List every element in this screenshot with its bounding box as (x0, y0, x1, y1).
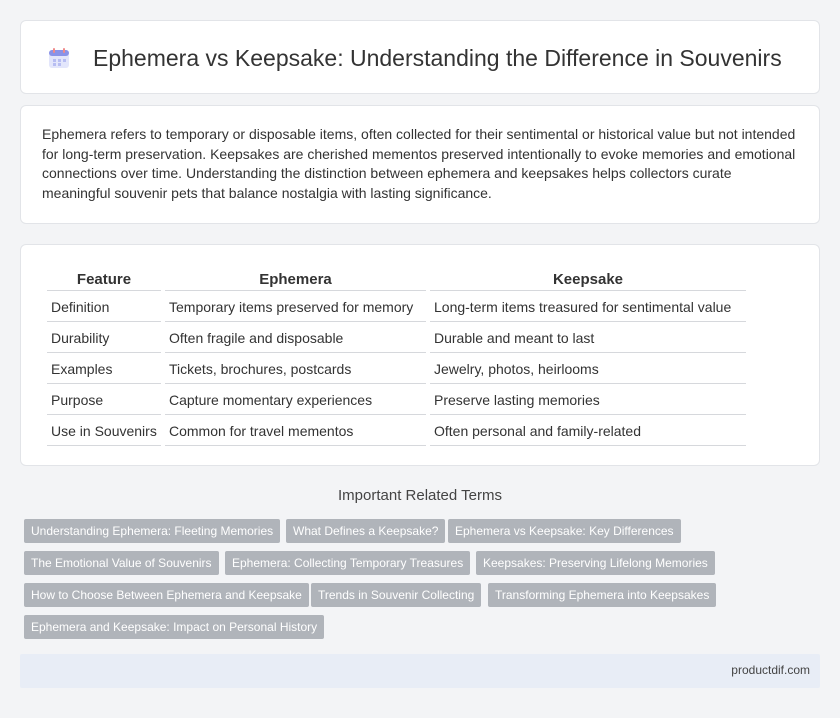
table-cell: Common for travel mementos (165, 417, 426, 446)
table-cell: Use in Souvenirs (47, 417, 161, 446)
footer (20, 654, 820, 688)
table-cell: Jewelry, photos, heirlooms (430, 355, 746, 384)
comparison-table (43, 265, 750, 448)
table-header-row (47, 267, 746, 291)
header-feature: Feature (47, 267, 161, 291)
related-term-tag[interactable]: What Defines a Keepsake? (286, 519, 445, 543)
table-cell: Definition (47, 293, 161, 322)
table-cell: Often personal and family-related (430, 417, 746, 446)
table-row (47, 386, 746, 415)
table-row (47, 293, 746, 322)
header-card (20, 20, 820, 94)
page-title: Ephemera vs Keepsake: Understanding the Difference in Souvenirs (93, 45, 782, 71)
related-term-tag[interactable]: Keepsakes: Preserving Lifelong Memories (476, 551, 715, 575)
intro-card (20, 105, 820, 224)
related-term-tag[interactable]: Transforming Ephemera into Keepsakes (488, 583, 716, 607)
header-keepsake: Keepsake (430, 267, 746, 291)
table-cell: Long-term items treasured for sentimental value (430, 293, 746, 322)
table-row (47, 355, 746, 384)
footer-site-link[interactable]: productdif.com (731, 663, 810, 677)
related-term-tag[interactable]: The Emotional Value of Souvenirs (24, 551, 219, 575)
table-cell: Tickets, brochures, postcards (165, 355, 426, 384)
related-term-tag[interactable]: Trends in Souvenir Collecting (311, 583, 481, 607)
related-term-tag[interactable]: How to Choose Between Ephemera and Keepsake (24, 583, 309, 607)
table-cell: Purpose (47, 386, 161, 415)
table-row (47, 417, 746, 446)
related-term-tag[interactable]: Understanding Ephemera: Fleeting Memories (24, 519, 280, 543)
comparison-table-card (20, 244, 820, 466)
related-term-tag[interactable]: Ephemera vs Keepsake: Key Differences (448, 519, 681, 543)
header-ephemera: Ephemera (165, 267, 426, 291)
table-cell: Examples (47, 355, 161, 384)
table-cell: Often fragile and disposable (165, 324, 426, 353)
calendar-icon (47, 46, 71, 70)
table-cell: Durability (47, 324, 161, 353)
related-term-tag[interactable]: Ephemera: Collecting Temporary Treasures (225, 551, 470, 575)
table-row (47, 324, 746, 353)
table-cell: Capture momentary experiences (165, 386, 426, 415)
related-term-tag[interactable]: Ephemera and Keepsake: Impact on Personal History (24, 615, 324, 639)
table-cell: Durable and meant to last (430, 324, 746, 353)
related-terms-title: Important Related Terms (338, 487, 502, 504)
intro-paragraph: Ephemera refers to temporary or disposable items, often collected for their sentimental or historical value but not intended for long-term preservation. Keepsakes are cherished mementos preserved intentionally to evoke memories and emotional connections over time. Understanding the distinction between ephemera and keepsakes helps collectors curate meaningful souvenir pets that balance nostalgia with lasting significance. (42, 126, 796, 201)
table-cell: Temporary items preserved for memory (165, 293, 426, 322)
table-cell: Preserve lasting memories (430, 386, 746, 415)
